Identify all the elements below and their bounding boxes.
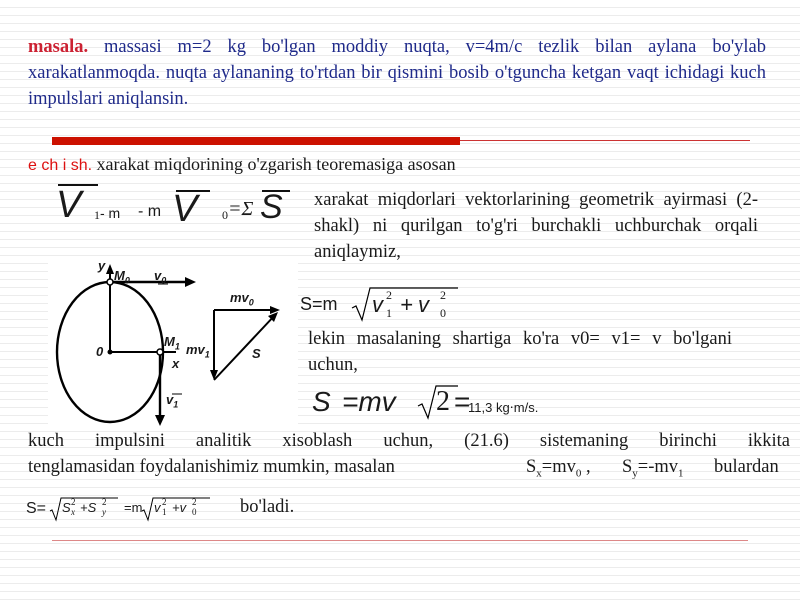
formula1-sub1: 1 <box>94 208 100 222</box>
formula3-result: 11,3 kg⋅m/s. <box>468 400 539 415</box>
footer-line <box>52 540 748 541</box>
formula4-sx-exp: 2 <box>71 497 76 507</box>
problem-statement <box>28 34 766 112</box>
formula4-sx: S <box>62 500 71 515</box>
word: kuch <box>28 431 64 451</box>
paragraph-analytic-line2 <box>28 454 790 480</box>
paragraph-condition: lekin masalaning shartiga ko'ra v0= v1= v bo'lgani uchun, <box>308 329 732 375</box>
formula1-eq-sigma: =Σ <box>228 198 254 220</box>
formula-s-components <box>26 494 226 524</box>
solution-text: xarakat miqdorining o'zgarish teoremasiga asosan <box>92 154 456 174</box>
figure-label-mv1: $mv_1$ <box>186 342 210 360</box>
solution-intro <box>28 154 456 175</box>
figure-label-m0: $M_0$ <box>114 268 130 286</box>
word: birinchi <box>659 431 717 451</box>
figure-label-v1: $v_1$ <box>166 392 179 410</box>
formula-momentum-change <box>52 180 302 232</box>
problem-text: massasi m=2 kg bo'lgan moddiy nuqta, v=4m/c tezlik bilan aylana bo'ylab xarakatlanmoqda. nuqta aylananing to'rtdan bir qismini bosib o'tguncha ketgan vaqt ichidagi kuch impulslari aniqlansin. <box>28 37 766 109</box>
formula4-plus-v: +v <box>172 500 187 515</box>
figure-label-v0: $v_0$ <box>154 268 167 286</box>
formula4-sy-exp: 2 <box>102 497 107 507</box>
formula4-plus-s: +S <box>80 500 97 515</box>
formula4-sx-sub: x <box>71 507 75 517</box>
formula1-v1: V <box>56 184 82 226</box>
accent-bar <box>52 137 460 145</box>
word: uchun, <box>383 431 434 451</box>
figure-label-s: S <box>252 346 261 361</box>
problem-keyword: masala. <box>28 37 89 57</box>
formula2-sub1: 1 <box>386 306 392 320</box>
sx-equation: $S_x=mv_0$ , <box>526 457 591 480</box>
formula-result <box>312 382 612 422</box>
figure-tri-hyp <box>214 314 276 380</box>
paragraph-analytic-tail: bulardan <box>714 457 779 477</box>
formula1-sub0: 0 <box>222 208 228 222</box>
formula1-minus-m: - m <box>100 205 121 221</box>
formula4-eq-m: =m <box>124 500 143 515</box>
formula4-s-eq: S= <box>26 500 47 517</box>
figure-label-m1: $M_1$ <box>164 334 180 352</box>
formula3-eq: = <box>454 386 471 417</box>
formula1-minus-m2: - m <box>138 203 162 220</box>
word: ikkita <box>747 431 790 451</box>
figure-point-o <box>108 350 113 355</box>
figure-v0-arrow <box>185 277 196 287</box>
formula4-v1: v <box>154 500 161 515</box>
formula4-sy-sub: y <box>102 507 106 517</box>
formula2-sub0: 0 <box>440 306 446 320</box>
formula1-v0: V <box>172 188 198 230</box>
figure-tri-top-arrow <box>270 306 280 314</box>
formula-s-magnitude <box>300 284 470 326</box>
paragraph-analytic <box>28 428 790 480</box>
word: (21.6) <box>464 431 509 451</box>
figure-y-arrow <box>106 264 114 274</box>
formula4-v1-sub: 1 <box>162 507 167 517</box>
formula2-v0: v <box>418 292 429 317</box>
formula1-s: S <box>260 188 283 226</box>
formula4-v0-sub: 0 <box>192 507 197 517</box>
accent-line <box>460 140 750 141</box>
formula4-v1-exp: 2 <box>162 497 167 507</box>
figure-label-o: 0 <box>96 344 104 359</box>
word: analitik <box>195 431 252 451</box>
paragraph-analytic-text: tenglamasidan foydalanishimiz mumkin, masalan <box>28 457 395 477</box>
figure-tri-left-arrow <box>210 370 218 380</box>
formula3-eq-mv: =mv <box>342 386 396 417</box>
formula2-exp0: 2 <box>440 288 446 302</box>
formula3-lhs: S <box>312 386 331 417</box>
word: xisoblash <box>282 431 353 451</box>
figure-v1-arrow <box>155 415 165 426</box>
figure-point-m1 <box>157 349 163 355</box>
formula2-v1: v <box>372 292 383 317</box>
figure-circle-and-triangle <box>48 260 298 430</box>
formula2-plus: + <box>400 292 413 317</box>
formula3-root2: 2 <box>436 386 450 417</box>
figure-label-x: x <box>172 356 180 371</box>
formula2-exp1: 2 <box>386 288 392 302</box>
formula2-s-eq-m: S=m <box>300 294 338 314</box>
figure-label-mv0: $mv_0$ <box>230 290 254 308</box>
figure-label-y: y <box>98 258 106 273</box>
figure-point-m0 <box>107 279 113 285</box>
word: sistemaning <box>539 431 629 451</box>
formula4-v0-exp: 2 <box>192 497 197 507</box>
sy-equation: $S_y=-mv_1$ <box>622 457 684 480</box>
paragraph-analytic-line1 <box>28 428 790 454</box>
boladi-text: bo'ladi. <box>240 497 295 517</box>
solution-keyword: e ch i sh. <box>28 157 93 174</box>
paragraph-geometric-difference: xarakat miqdorlari vektorlarining geometrik ayirmasi (2-shakl) ni qurilgan to'g'ri burchakli uchburchak orqali aniqlaymiz, <box>314 190 758 262</box>
word: impulsini <box>94 431 165 451</box>
